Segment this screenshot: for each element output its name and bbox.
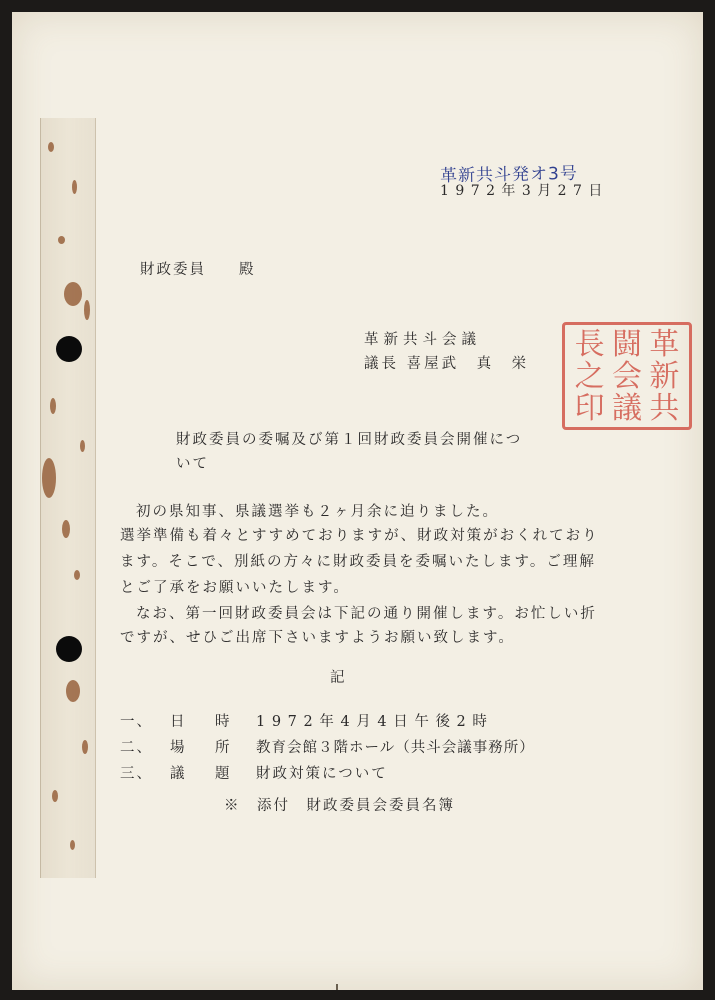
- body-line: とご了承をお願いいたします。: [120, 580, 350, 596]
- rust-spot: [52, 790, 58, 802]
- item-number: 二、: [120, 740, 153, 756]
- addressee: 財政委員 殿: [140, 262, 256, 278]
- rust-spot: [72, 180, 77, 194]
- rust-spot: [50, 398, 56, 414]
- rust-spot: [48, 142, 54, 152]
- page-mark: [336, 984, 338, 990]
- body-line: 選挙準備も着々とすすめておりますが、財政対策がおくれており: [120, 528, 599, 544]
- handwritten-reference-number: 革新共斗発オ3号: [439, 163, 579, 187]
- rust-spot: [66, 680, 80, 702]
- rust-spot: [62, 520, 70, 538]
- seal-char: 長: [574, 327, 605, 362]
- rust-spot: [70, 840, 75, 850]
- body-line: ます。そこで、別紙の方々に財政委員を委嘱いたします。ご理解: [120, 554, 596, 570]
- item-number: 一、: [120, 714, 153, 730]
- official-seal: [562, 322, 692, 430]
- seal-char: 闘: [611, 327, 642, 362]
- item-label: 場 所: [170, 740, 238, 756]
- seal-char: 之: [574, 359, 605, 394]
- seal-char: 議: [611, 391, 642, 426]
- seal-char: 新: [649, 359, 680, 394]
- binding-strip: [40, 118, 96, 878]
- seal-char: 共: [649, 391, 680, 426]
- rust-spot: [58, 236, 65, 244]
- document-date: 1 9 7 2 年 3 月 2 7 日: [440, 183, 604, 199]
- item-value: 教育会館３階ホール（共斗会議事務所）: [256, 740, 535, 756]
- seal-char: 会: [611, 359, 642, 394]
- ki-heading: 記: [330, 670, 347, 686]
- rust-spot: [74, 570, 80, 580]
- item-number: 三、: [120, 766, 153, 782]
- seal-char: 印: [574, 391, 605, 426]
- item-value: 1 9 7 2 年 4 月 4 日 午 後 2 時: [256, 714, 488, 730]
- subject-line-2: いて: [176, 456, 209, 472]
- punch-hole: [56, 636, 82, 662]
- body-line: 初の県知事、県議選挙も２ヶ月余に迫りました。: [136, 504, 499, 520]
- sender-organization: 革新共斗会議: [364, 332, 481, 348]
- subject-line-1: 財政委員の委嘱及び第１回財政委員会開催につ: [176, 432, 523, 448]
- item-value: 財政対策について: [256, 766, 388, 782]
- rust-spot: [84, 300, 90, 320]
- item-label: 日 時: [170, 714, 238, 730]
- item-label: 議 題: [170, 766, 238, 782]
- body-line: なお、第一回財政委員会は下記の通り開催します。お忙しい折: [136, 606, 597, 622]
- sender-name: 議長 喜屋武 真 栄: [364, 356, 530, 372]
- body-line: ですが、せひご出席下さいますようお願い致します。: [120, 630, 515, 646]
- rust-spot: [64, 282, 82, 306]
- rust-spot: [42, 458, 56, 498]
- seal-char: 革: [649, 327, 680, 362]
- document-paper: [12, 12, 703, 990]
- punch-hole: [56, 336, 82, 362]
- rust-spot: [80, 440, 85, 452]
- rust-spot: [82, 740, 88, 754]
- attachment-note: ※ 添付 財政委員会委員名簿: [224, 798, 455, 814]
